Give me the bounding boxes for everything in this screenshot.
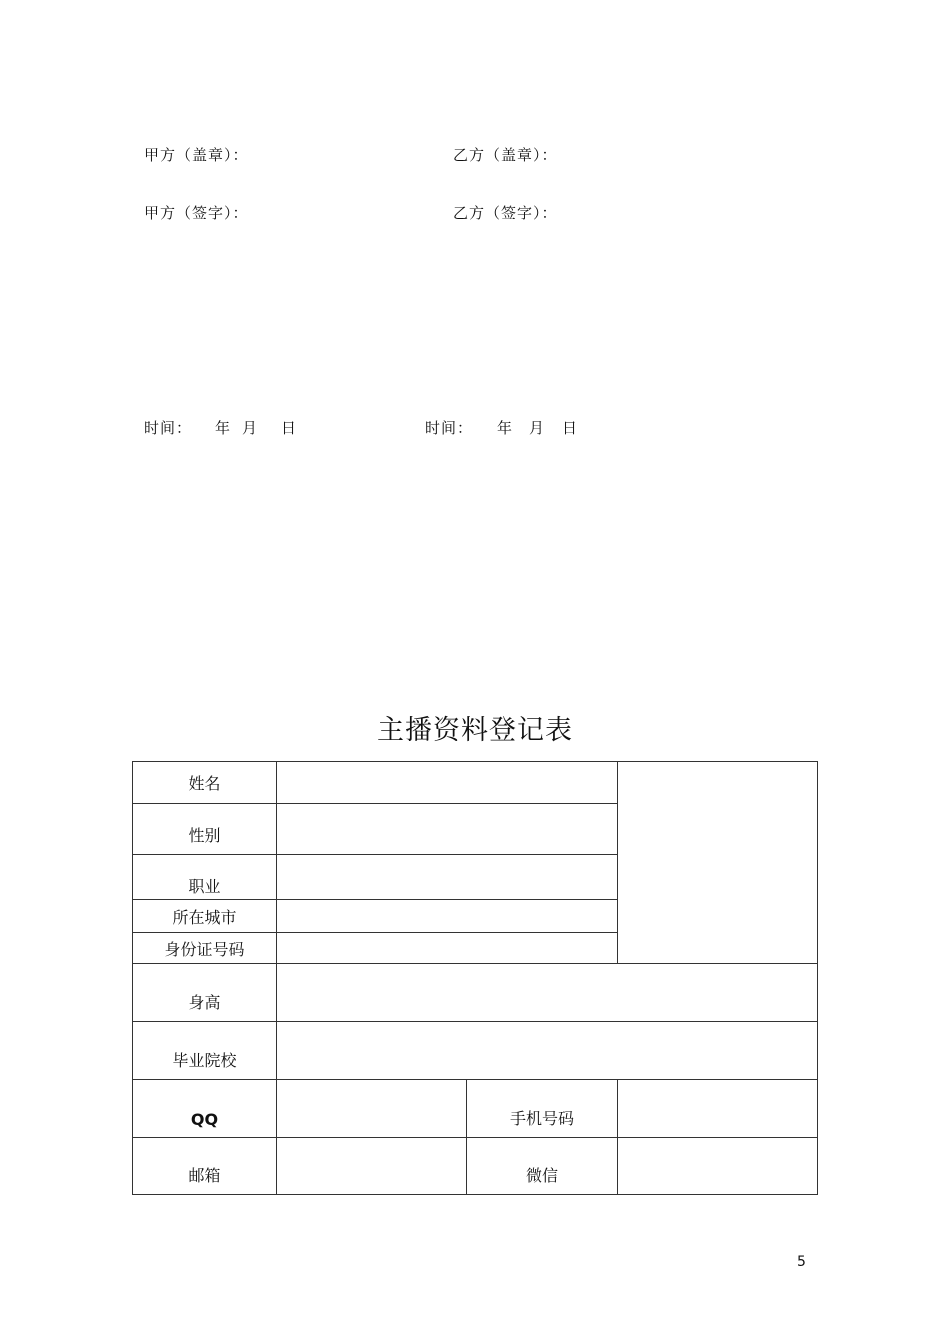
name-field[interactable] <box>277 762 618 804</box>
city-field[interactable] <box>277 900 618 933</box>
height-label: 身高 <box>133 964 277 1022</box>
occupation-label: 职业 <box>133 855 277 900</box>
phone-label: 手机号码 <box>467 1080 618 1138</box>
table-row <box>133 1080 818 1138</box>
school-label: 毕业院校 <box>133 1022 277 1080</box>
id-number-label: 身份证号码 <box>133 933 277 964</box>
party-b-seal-label: 乙方（盖章）： <box>453 146 558 164</box>
gender-field[interactable] <box>277 804 618 855</box>
table-row <box>133 1138 818 1195</box>
gender-label: 性别 <box>133 804 277 855</box>
city-label: 所在城市 <box>133 900 277 933</box>
date-label: 时间： <box>425 419 474 437</box>
qq-field[interactable] <box>277 1080 467 1138</box>
email-field[interactable] <box>277 1138 467 1195</box>
occupation-field[interactable] <box>277 855 618 900</box>
height-field[interactable] <box>277 964 818 1022</box>
name-label: 姓名 <box>133 762 277 804</box>
date-label: 时间： <box>144 419 193 437</box>
page-number: 5 <box>797 1254 806 1270</box>
party-b-sign-label: 乙方（签字）： <box>453 204 558 222</box>
date-year: 年 <box>215 419 232 437</box>
form-title: 主播资料登记表 <box>377 715 573 746</box>
table-row <box>133 762 818 804</box>
party-a-sign-label: 甲方（签字）： <box>144 204 249 222</box>
date-year: 年 <box>497 419 514 437</box>
date-day: 日 <box>562 419 579 437</box>
id-number-field[interactable] <box>277 933 618 964</box>
registration-table <box>132 761 818 1195</box>
date-month: 月 <box>529 419 546 437</box>
table-row <box>133 1022 818 1080</box>
table-row <box>133 964 818 1022</box>
photo-field[interactable] <box>618 762 818 964</box>
school-field[interactable] <box>277 1022 818 1080</box>
party-a-seal-label: 甲方（盖章）： <box>144 146 249 164</box>
wechat-label: 微信 <box>467 1138 618 1195</box>
qq-label: QQ <box>133 1080 277 1138</box>
wechat-field[interactable] <box>618 1138 818 1195</box>
phone-field[interactable] <box>618 1080 818 1138</box>
email-label: 邮箱 <box>133 1138 277 1195</box>
date-month: 月 <box>242 419 259 437</box>
date-day: 日 <box>281 419 298 437</box>
